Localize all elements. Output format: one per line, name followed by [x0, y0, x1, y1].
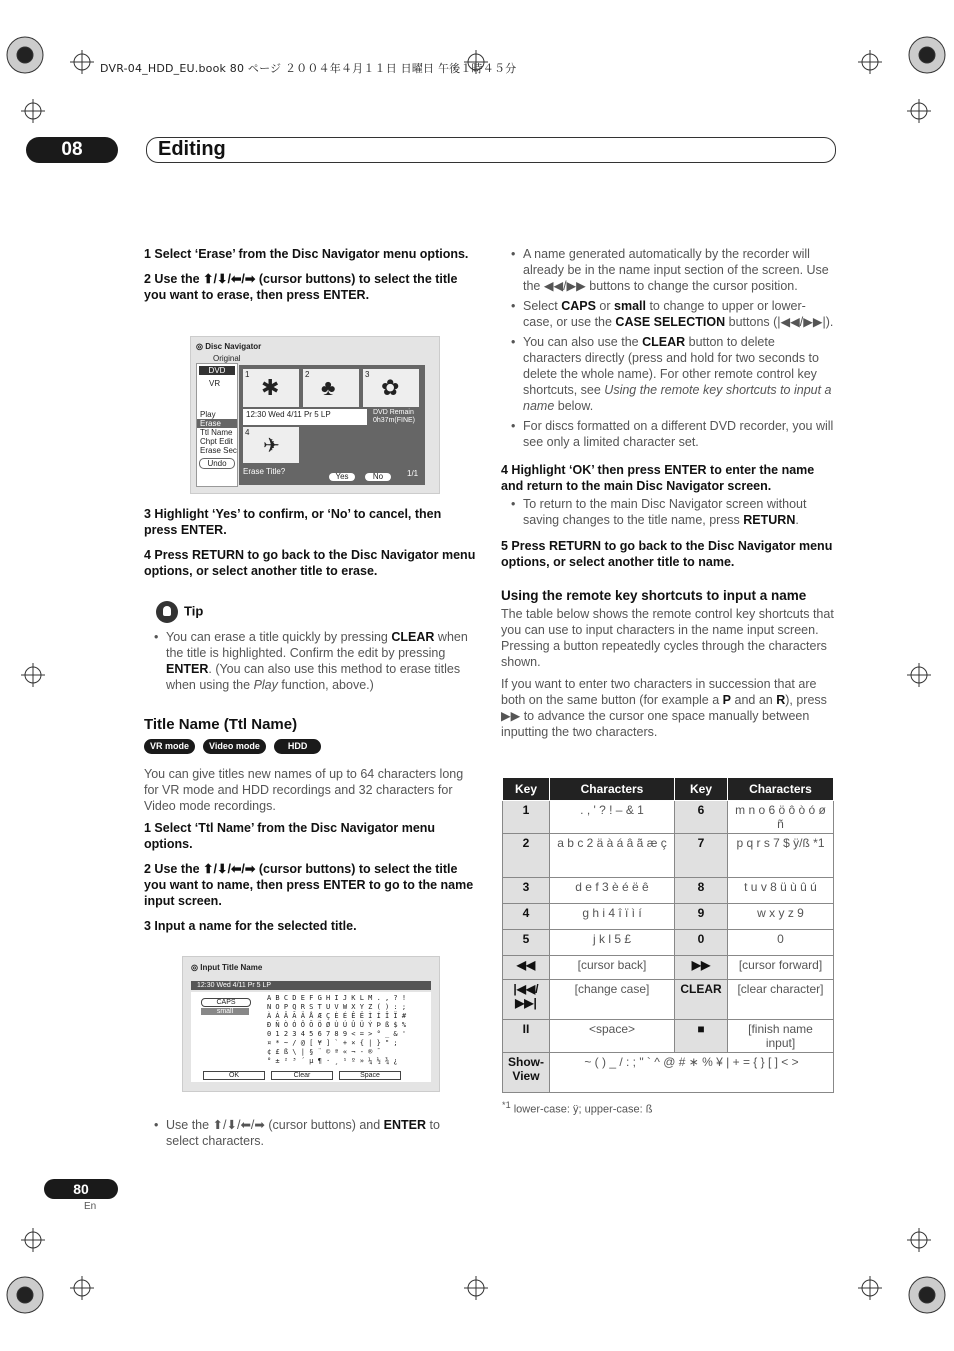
case-bullet: • Select CAPS or small to change to upper or lower-case, or use the CASE SELECTION buttons (|◀◀/▶▶|).	[501, 298, 834, 330]
table-row: 4 g h i 4 î ï ì í 9 w x y z 9	[503, 904, 834, 930]
page-indicator: 1/1	[407, 469, 419, 478]
menu-erase-sec[interactable]: Erase Sec	[200, 446, 237, 455]
ok-button[interactable]: OK	[203, 1071, 265, 1080]
shortcuts-heading: Using the remote key shortcuts to input a name	[501, 588, 807, 603]
menu-chpt-edit[interactable]: Chpt Edit	[200, 437, 233, 446]
leaf-icon: ✱	[261, 375, 280, 400]
dvd-label: DVD	[199, 366, 235, 375]
disc-navigator-title: ◎ Disc Navigator	[196, 342, 262, 351]
small-button[interactable]: small	[201, 1008, 249, 1015]
left-column	[144, 246, 476, 312]
input-title-heading: ◎ Input Title Name	[191, 963, 263, 972]
chapter-bar	[146, 137, 836, 163]
menu-ttl-name[interactable]: Ttl Name	[200, 428, 233, 437]
header-characters: Characters	[550, 778, 675, 801]
chapter-title: Editing	[158, 138, 226, 160]
disc-icon: ◎	[196, 342, 203, 351]
shortcuts-advance: If you want to enter two characters in succession that are both on the same button (for example a P and an R), press ▶▶ to advance the cursor one space manually between inputting the two characters.	[501, 677, 827, 739]
thumbnail-area	[239, 365, 425, 485]
thumb-4[interactable]: 4 ✈	[243, 427, 299, 463]
flower-icon: ✿	[381, 375, 400, 400]
table-row: ◀◀ [cursor back] ▶▶ [cursor forward]	[503, 956, 834, 980]
header-key-2: Key	[675, 778, 728, 801]
table-row: |◀◀/ ▶▶| [change case] CLEAR [clear character]	[503, 980, 834, 1020]
vr-label: VR	[209, 379, 221, 388]
menu-erase[interactable]: Erase	[197, 419, 237, 428]
thumb-3[interactable]: 3 ✿	[363, 369, 419, 407]
title-info-line: 12:30 Wed 4/11 Pr 5 LP	[243, 409, 367, 425]
auto-name-bullet: • A name generated automatically by the recorder will already be in the name input section of the screen. Use the ◀◀/▶▶ buttons to change the cursor position.	[501, 246, 834, 294]
cursor-bullet	[144, 1117, 476, 1149]
caps-button[interactable]: CAPS	[201, 998, 251, 1007]
video-mode-badge: Video mode	[203, 739, 266, 754]
table-row: 3 d e f 3 è é ë ê 8 t u v 8 ü ù û ú	[503, 878, 834, 904]
thumb-1[interactable]: 1 ✱	[243, 369, 299, 407]
bird-icon: ✈	[263, 435, 280, 457]
left-column-3	[144, 1117, 476, 1157]
left-column-2	[144, 506, 476, 943]
no-button[interactable]: No	[365, 473, 391, 481]
disc-navigator-screenshot	[190, 336, 440, 494]
table-row: 1 . , ' ? ! – & 1 6 m n o 6 ö ô ò ó ø ñ	[503, 801, 834, 834]
key-shortcut-table	[502, 777, 834, 1093]
clear-button[interactable]: Clear	[271, 1071, 333, 1080]
footnote: $^{*1}$ lower-case: ÿ; upper-case: ß	[502, 1100, 653, 1116]
name-step-1: 1 Select ‘Ttl Name’ from the Disc Navigator menu options.	[144, 821, 436, 851]
space-button[interactable]: Space	[339, 1071, 401, 1080]
dvd-remain: DVD Remain 0h37m(FINE)	[373, 409, 416, 424]
name-input-field[interactable]: 12:30 Wed 4/11 Pr 5 LP	[191, 981, 431, 990]
page-number: 80	[44, 1179, 118, 1199]
show-view-key: Show-View	[503, 1053, 550, 1093]
erase-step-3: 3 Highlight ‘Yes’ to confirm, or ‘No’ to cancel, then press ENTER.	[144, 507, 442, 537]
disc-icon: ◎	[191, 963, 198, 972]
menu-undo[interactable]: Undo	[199, 458, 235, 469]
table-row: 2 a b c 2 ä à á â ã æ ç 7 p q r s 7 $ ÿ/ß *1	[503, 834, 834, 878]
erase-prompt: Erase Title?	[243, 467, 286, 476]
hdd-badge: HDD	[274, 739, 322, 754]
right-column	[501, 246, 834, 746]
tip-heading: Tip	[156, 601, 476, 623]
erase-step-4: 4 Press RETURN to go back to the Disc Navigator menu options, or select another title to erase.	[144, 548, 476, 578]
disc-graphic-icon	[197, 388, 237, 410]
shortcuts-intro: The table below shows the remote control key shortcuts that you can use to input characters in the name input screen. Pressing a button repeatedly cycles through the characters shown.	[501, 607, 834, 669]
chapter-number: 08	[26, 137, 118, 163]
original-tab: Original	[213, 354, 241, 363]
return-bullet	[501, 496, 834, 528]
thumb-2[interactable]: 2 ♣	[303, 369, 359, 407]
menu-panel	[196, 363, 238, 487]
show-view-characters: ~ ( ) _ / : ; " ` ^ @ # ∗ % ¥ | + = { } [ ] < >	[550, 1053, 834, 1093]
clear-bullet: • You can also use the CLEAR button to delete characters directly (press and hold for two seconds to delete the whole name). For other remote control key shortcuts, see Using the remote key shortcuts to input a name below.	[501, 334, 834, 414]
table-row	[503, 1053, 834, 1093]
name-tips-list	[501, 246, 834, 450]
book-info-line: DVR-04_HDD_EU.book 80 ページ ２００４年４月１１日 日曜日 午後１時４５分	[100, 62, 517, 75]
tree-icon: ♣	[321, 375, 336, 400]
name-step-4: 4 Highlight ‘OK’ then press ENTER to enter the name and return to the main Disc Navigator screen.	[501, 463, 815, 493]
name-step-3: 3 Input a name for the selected title.	[144, 919, 357, 933]
name-step-2: 2 Use the ⬆/⬇/⬅/➡ (cursor buttons) to select the title you want to name, then press ENTER to go to the name input screen.	[144, 862, 474, 908]
language-label: En	[84, 1201, 97, 1212]
input-title-name-screenshot	[182, 956, 440, 1092]
yes-button[interactable]: Yes	[329, 473, 355, 481]
title-name-intro: You can give titles new names of up to 64 characters long for VR mode and HDD recordings and 32 characters for Video mode recordings.	[144, 767, 464, 813]
mode-badges	[144, 739, 476, 754]
table-header-row	[503, 778, 834, 801]
cursor-bullet-item: • Use the ⬆/⬇/⬅/➡ (cursor buttons) and ENTER to select characters.	[144, 1117, 476, 1149]
other-recorder-bullet: • For discs formatted on a different DVD recorder, you will see only a limited character set.	[501, 418, 834, 450]
vr-mode-badge: VR mode	[144, 739, 195, 754]
menu-play[interactable]: Play	[200, 410, 216, 419]
character-panel	[191, 992, 431, 1082]
return-bullet-item: • To return to the main Disc Navigator screen without saving changes to the title name, press RETURN.	[501, 496, 834, 528]
name-step-5: 5 Press RETURN to go back to the Disc Navigator menu options, or select another title to name.	[501, 539, 833, 569]
table-row: 5 j k l 5 £ 0 0	[503, 930, 834, 956]
tip-item: • You can erase a title quickly by pressing CLEAR when the title is highlighted. Confirm the edit by pressing ENTER. (You can also use this method to erase titles when using the Play function, above.)	[144, 629, 476, 693]
header-key: Key	[503, 778, 550, 801]
erase-step-1: 1 Select ‘Erase’ from the Disc Navigator menu options.	[144, 247, 469, 261]
section-title: Title Name (Ttl Name)	[144, 716, 298, 733]
header-characters-2: Characters	[728, 778, 834, 801]
tip-list	[144, 629, 476, 693]
character-grid[interactable]: A B C D E F G H I J K L M . , ? ! N O P Q R S T U V W X Y Z ( ) : ; À Á Â Ã Ä Å Æ Ç È É Ê Ë Ì Í Î Ï # Ð Ñ Ò Ó Ô Õ Ö Ø Ù Ú Û Ü Ý Þ ß $ % 0 1 2 3 4 5 6 7 8 9 < = > ° _ & ' ¤ * ~ / @ [ ¥ ] ` + × { | } " ; ¢ £ ß \ | § ¨ © ª « ¬ - ® ¯ ° ± ² ³ ´ µ ¶ · ¸ ¹ º » ¼ ½ ¾ ¿	[267, 994, 407, 1065]
erase-step-2: 2 Use the ⬆/⬇/⬅/➡ (cursor buttons) to select the title you want to erase, then press ENTER.	[144, 272, 458, 302]
lightbulb-icon	[156, 601, 178, 623]
table-row: II <space> ■ [finish name input]	[503, 1020, 834, 1053]
